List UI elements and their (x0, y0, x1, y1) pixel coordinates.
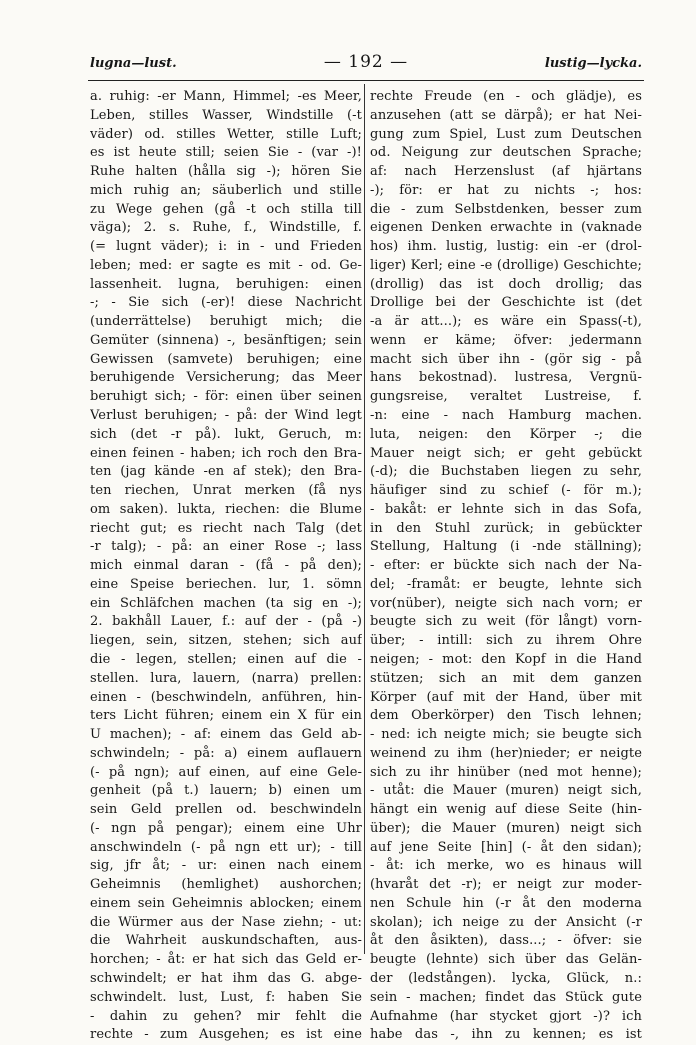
text-line: Leben, stilles Wasser, Windstille (-t (90, 107, 362, 123)
text-line: liegen, sein, sitzen, stehen; sich auf (90, 633, 362, 649)
text-line: Körper (auf mit der Hand, über mit (370, 689, 642, 705)
text-line: beugte (lehnte) sich über das Gelän- (370, 952, 642, 968)
text-line: rechte Freude (en - och glädje), es (370, 89, 642, 104)
text-line: - utåt: die Mauer (muren) neigt sich, (370, 783, 642, 799)
text-line: hos) ihm. lustig, lustig: ein -er (drol- (370, 239, 642, 255)
text-line: stellen. lura, lauern, (narra) prellen: (90, 670, 362, 686)
text-line: lassenheit. lugna, beruhigen: einen (90, 276, 362, 292)
header-rule (88, 80, 644, 81)
text-line: über; - intill: sich zu ihrem Ohre (370, 633, 642, 649)
text-line: (drollig) das ist doch drollig; das (370, 276, 642, 292)
text-line: wenn er käme; öfver: jedermann (370, 332, 642, 348)
text-line: eigenen Denken erwachte in (vaknade (370, 220, 642, 236)
text-line: die - legen, stellen; einen auf die - (90, 651, 362, 667)
text-line: habe das -, ihn zu kennen; es ist (370, 1027, 642, 1043)
text-line: (hvaråt det -r); er neigt zur moder- (370, 877, 642, 893)
text-line: beruhigende Versicherung; das Meer (90, 370, 362, 386)
text-line: - åt: ich merke, wo es hinaus will (370, 858, 642, 874)
text-line: - bakåt: er lehnte sich in das Sofa, (370, 501, 642, 517)
page-number: — 192 — (323, 52, 409, 72)
text-line: sig, jfr åt; - ur: einen nach einem (90, 858, 362, 874)
text-line: sein Geld prellen od. beschwindeln (90, 802, 362, 818)
text-line: ten riechen, Unrat merken (få nys (90, 483, 362, 499)
text-line: schwindelt; er hat ihm das G. abge- (90, 970, 362, 986)
text-line: nen Schule hin (-r åt den moderna (370, 895, 642, 911)
text-line: anschwindeln (- på ngn ett ur); - till (90, 839, 362, 855)
text-line: (underrättelse) beruhigt mich; die (90, 314, 362, 330)
text-line: U machen); - af: einem das Geld ab- (90, 727, 362, 743)
text-line: Geheimnis (hemlighet) aushorchen; (90, 877, 362, 893)
text-line: beruhigt sich; - för: einen über seinen (90, 389, 362, 405)
text-line: horchen; - åt: er hat sich das Geld er- (90, 952, 362, 968)
text-line: (- på ngn); auf einen, auf eine Gele- (90, 764, 362, 780)
text-line: skolan); ich neige zu der Ansicht (-r (370, 914, 642, 930)
text-line: ters Licht führen; einem ein X für ein (90, 708, 362, 724)
text-line: Ruhe halten (hålla sig -); hören Sie (90, 164, 362, 180)
text-line: Stellung, Haltung (i -nde ställning); (370, 539, 642, 555)
text-line: (= lugnt väder); i: in - und Frieden (90, 239, 362, 255)
text-line: ein Schläfchen machen (ta sig en -); (90, 595, 362, 611)
text-line: -r talg); - på: an einer Rose -; lass (90, 539, 362, 555)
text-line: åt den åsikten), dass...; - öfver: sie (370, 933, 642, 949)
text-line: eine Speise beriechen. lur, 1. sömn (90, 576, 362, 592)
text-line: väder) od. stilles Wetter, stille Luft; (90, 126, 362, 142)
text-line: vor(nüber), neigte sich nach vorn; er (370, 595, 642, 611)
text-line: neigen; - mot: den Kopf in die Hand (370, 651, 642, 667)
text-line: hängt ein wenig auf diese Seite (hin- (370, 802, 642, 818)
text-line: del; -framåt: er beugte, lehnte sich (370, 576, 642, 592)
text-line: af: nach Herzenslust (af hjärtans (370, 164, 642, 180)
text-line: 2. bakhåll Lauer, f.: auf der - (på -) (90, 614, 362, 630)
text-line: einen - (beschwindeln, anführen, hin- (90, 689, 362, 705)
text-line: mich einmal daran - (få - på den); (90, 558, 362, 574)
text-line: mich ruhig an; säuberlich und stille (90, 182, 362, 198)
text-line: schwindeln; - på: a) einem auflauern (90, 745, 362, 761)
text-line: es ist heute still; seien Sie - (var -)! (90, 145, 362, 161)
text-line: macht sich über ihn - (gör sig - på (370, 351, 642, 367)
text-line: - dahin zu gehen? mir fehlt die (90, 1008, 362, 1024)
text-line: Mauer neigt sich; er geht gebückt (370, 445, 642, 461)
text-line: riecht gut; es riecht nach Talg (det (90, 520, 362, 536)
text-line: in den Stuhl zurück; in gebückter (370, 520, 642, 536)
text-line: häufiger sind zu schief (- för m.); (370, 483, 642, 499)
text-line: zu Wege gehen (gå -t och stilla till (90, 201, 362, 217)
text-line: sich (det -r på). lukt, Geruch, m: (90, 426, 362, 442)
text-line: liger) Kerl; eine -e (drollige) Geschichte; (370, 257, 642, 273)
text-line: - ned: ich neigte mich; sie beugte sich (370, 727, 642, 743)
text-line: stützen; sich an mit dem ganzen (370, 670, 642, 686)
text-line: Verlust beruhigen; - på: der Wind legt (90, 408, 362, 424)
column-divider (364, 84, 365, 954)
text-line: -n: eine - nach Hamburg machen. (370, 408, 642, 424)
text-line: sein - machen; findet das Stück gute (370, 989, 642, 1005)
text-line: schwindelt. lust, Lust, f: haben Sie (90, 989, 362, 1005)
text-line: auf jene Seite [hin] (- åt den sidan); (370, 839, 642, 855)
text-line: Gewissen (samvete) beruhigen; eine (90, 351, 362, 367)
text-line: ten (jag kände -en af stek); den Bra- (90, 464, 362, 480)
header-left-guideword: lugna—lust. (90, 56, 177, 71)
text-line: beugte sich zu weit (för långt) vorn- (370, 614, 642, 630)
text-line: die Wahrheit auskundschaften, aus- (90, 933, 362, 949)
text-line: luta, neigen: den Körper -; die (370, 426, 642, 442)
text-line: Gemüter (sinnena) -, besänftigen; sein (90, 332, 362, 348)
text-line: rechte - zum Ausgehen; es ist eine (90, 1027, 362, 1043)
right-column (370, 88, 642, 1045)
header-right-guideword: lustig—lycka. (544, 56, 642, 71)
text-line: dem Oberkörper) den Tisch lehnen; (370, 708, 642, 724)
text-line: a. ruhig: -er Mann, Himmel; -es Meer, (90, 89, 362, 104)
text-line: Aufnahme (har stycket gjort -)? ich (370, 1008, 642, 1024)
text-line: (- ngn på pengar); einem eine Uhr (90, 820, 362, 836)
text-line: -a är att...); es wäre ein Spass(-t), (370, 314, 642, 330)
page-header (90, 52, 642, 76)
text-line: väga); 2. s. Ruhe, f., Windstille, f. (90, 220, 362, 236)
text-line: leben; med: er sagte es mit - od. Ge- (90, 257, 362, 273)
left-column (90, 88, 362, 1045)
text-line: gungsreise, veraltet Lustreise, f. (370, 389, 642, 405)
text-line: gung zum Spiel, Lust zum Deutschen (370, 126, 642, 142)
text-line: om saken). lukta, riechen: die Blume (90, 501, 362, 517)
text-line: einem sein Geheimnis ablocken; einem (90, 895, 362, 911)
text-line: genheit (på t.) lauern; b) einen um (90, 783, 362, 799)
text-line: weinend zu ihm (her)nieder; er neigte (370, 745, 642, 761)
text-line: -; - Sie sich (-er)! diese Nachricht (90, 295, 362, 311)
text-line: einen feinen - haben; ich roch den Bra- (90, 445, 362, 461)
text-line: -); för: er hat zu nichts -; hos: (370, 182, 642, 198)
text-line: anzusehen (att se därpå); er hat Nei- (370, 107, 642, 123)
text-line: - efter: er bückte sich nach der Na- (370, 558, 642, 574)
text-line: über); die Mauer (muren) neigt sich (370, 820, 642, 836)
text-line: sich zu ihr hinüber (ned mot henne); (370, 764, 642, 780)
text-line: (-d); die Buchstaben liegen zu sehr, (370, 464, 642, 480)
text-line: od. Neigung zur deutschen Sprache; (370, 145, 642, 161)
text-line: die - zum Selbstdenken, besser zum (370, 201, 642, 217)
text-line: die Würmer aus der Nase ziehn; - ut: (90, 914, 362, 930)
text-line: hans bekostnad). lustresa, Vergnü- (370, 370, 642, 386)
text-line: Drollige bei der Geschichte ist (det (370, 295, 642, 311)
text-line: der (ledstången). lycka, Glück, n.: (370, 970, 642, 986)
